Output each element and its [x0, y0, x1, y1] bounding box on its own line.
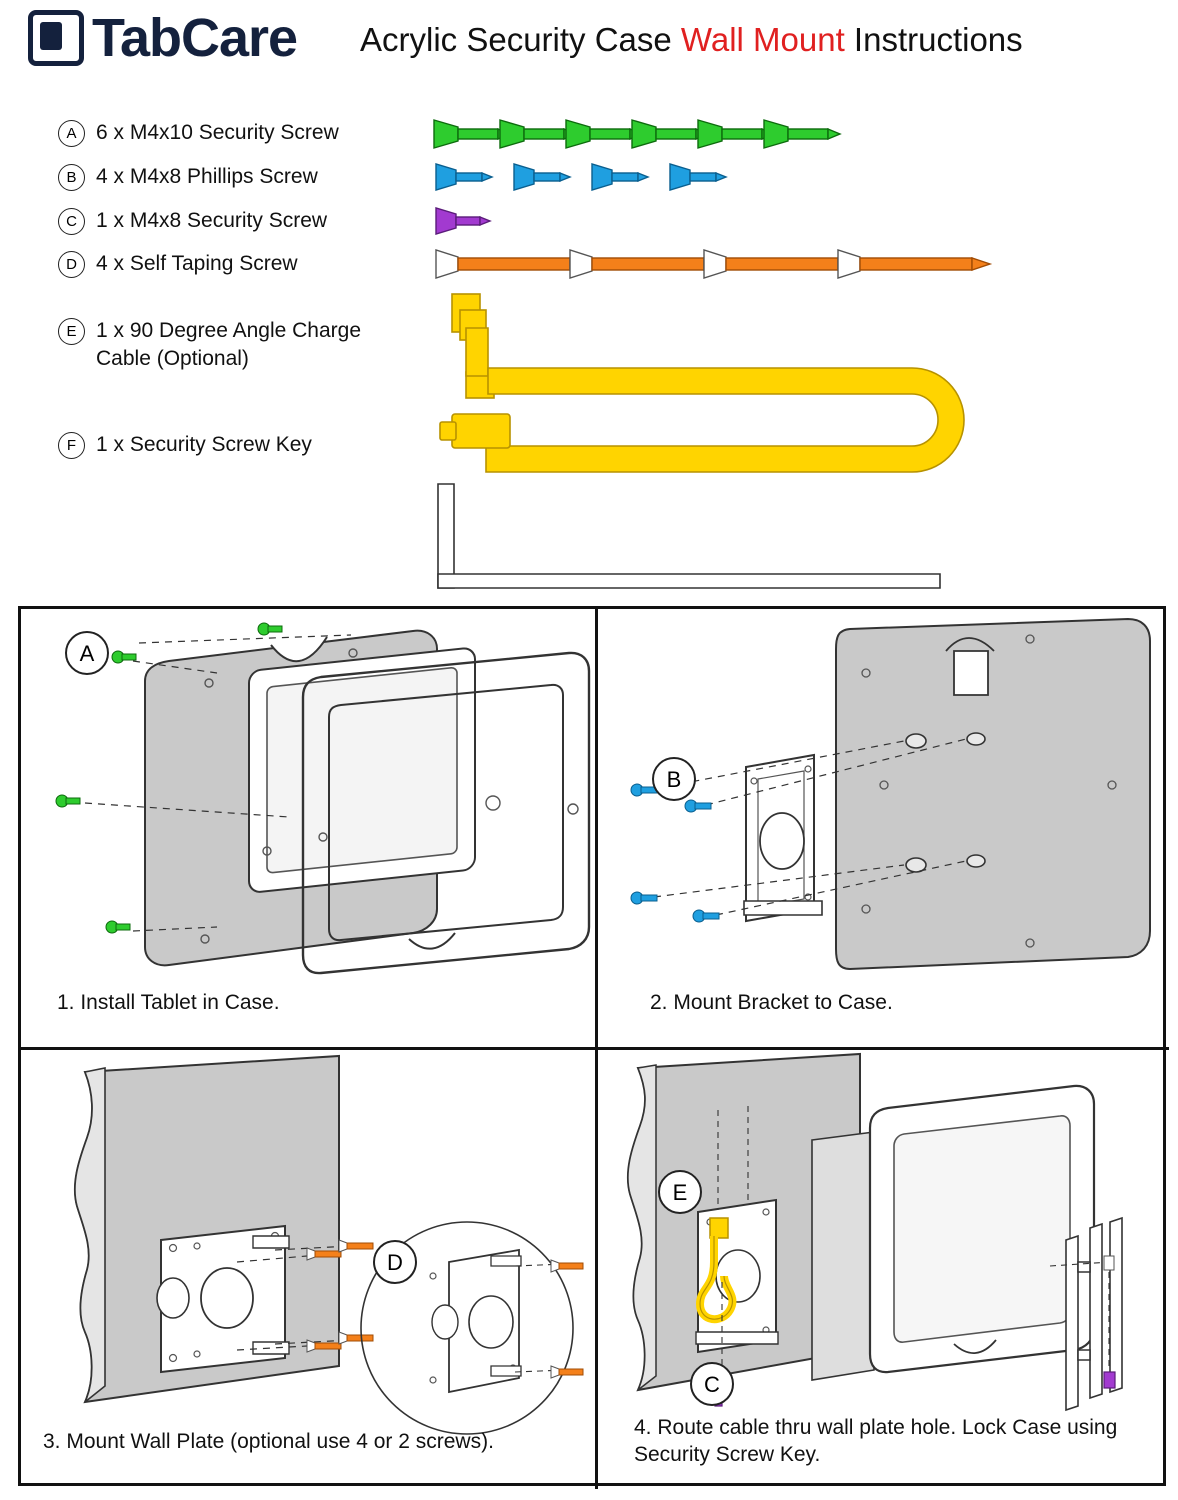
step-1-artwork: [21, 609, 595, 1009]
step-2-artwork: [598, 609, 1169, 1009]
step-2-panel: [598, 609, 1169, 1047]
step-2-caption: 2. Mount Bracket to Case.: [650, 991, 893, 1014]
part-key-f: F: [58, 432, 85, 459]
step-4-panel: [598, 1050, 1169, 1486]
tabcare-square-logo-icon: [28, 10, 84, 66]
step-1-badge: A: [65, 631, 109, 675]
step-3-badge: D: [373, 1240, 417, 1284]
part-label-e: 1 x 90 Degree Angle Charge Cable (Optional): [96, 319, 362, 370]
part-label-d: 4 x Self Taping Screw: [96, 252, 298, 275]
steps-grid: [18, 606, 1166, 1486]
part-key-a: A: [58, 120, 85, 147]
title-highlight: Wall Mount: [680, 21, 845, 58]
step-2-badge: B: [652, 757, 696, 801]
step-4-badge-primary: E: [658, 1170, 702, 1214]
step-3-panel: [21, 1050, 595, 1486]
part-key-d: D: [58, 251, 85, 278]
part-key-e: E: [58, 318, 85, 345]
step-1-panel: [21, 609, 595, 1047]
step-3-artwork: [21, 1050, 595, 1450]
step-4-caption: 4. Route cable thru wall plate hole. Lock Case using Security Screw Key.: [634, 1416, 1118, 1466]
brand-name: TabCare: [92, 8, 298, 68]
parts-list: [0, 96, 1178, 596]
step-4-badge-secondary: C: [690, 1362, 734, 1406]
step-4-artwork: [598, 1050, 1169, 1450]
title-part-1: Acrylic Security Case: [360, 21, 681, 58]
part-key-b: B: [58, 164, 85, 191]
part-label-a: 6 x M4x10 Security Screw: [96, 121, 339, 144]
step-3-caption: 3. Mount Wall Plate (optional use 4 or 2 screws).: [43, 1430, 494, 1453]
page-header: [0, 0, 1178, 92]
title-part-2: Instructions: [844, 21, 1023, 58]
part-label-c: 1 x M4x8 Security Screw: [96, 209, 328, 232]
part-label-f: 1 x Security Screw Key: [96, 433, 312, 456]
part-key-c: C: [58, 208, 85, 235]
page-title: [360, 20, 1023, 60]
step-1-caption: 1. Install Tablet in Case.: [57, 991, 280, 1014]
part-label-b: 4 x M4x8 Phillips Screw: [96, 165, 318, 188]
